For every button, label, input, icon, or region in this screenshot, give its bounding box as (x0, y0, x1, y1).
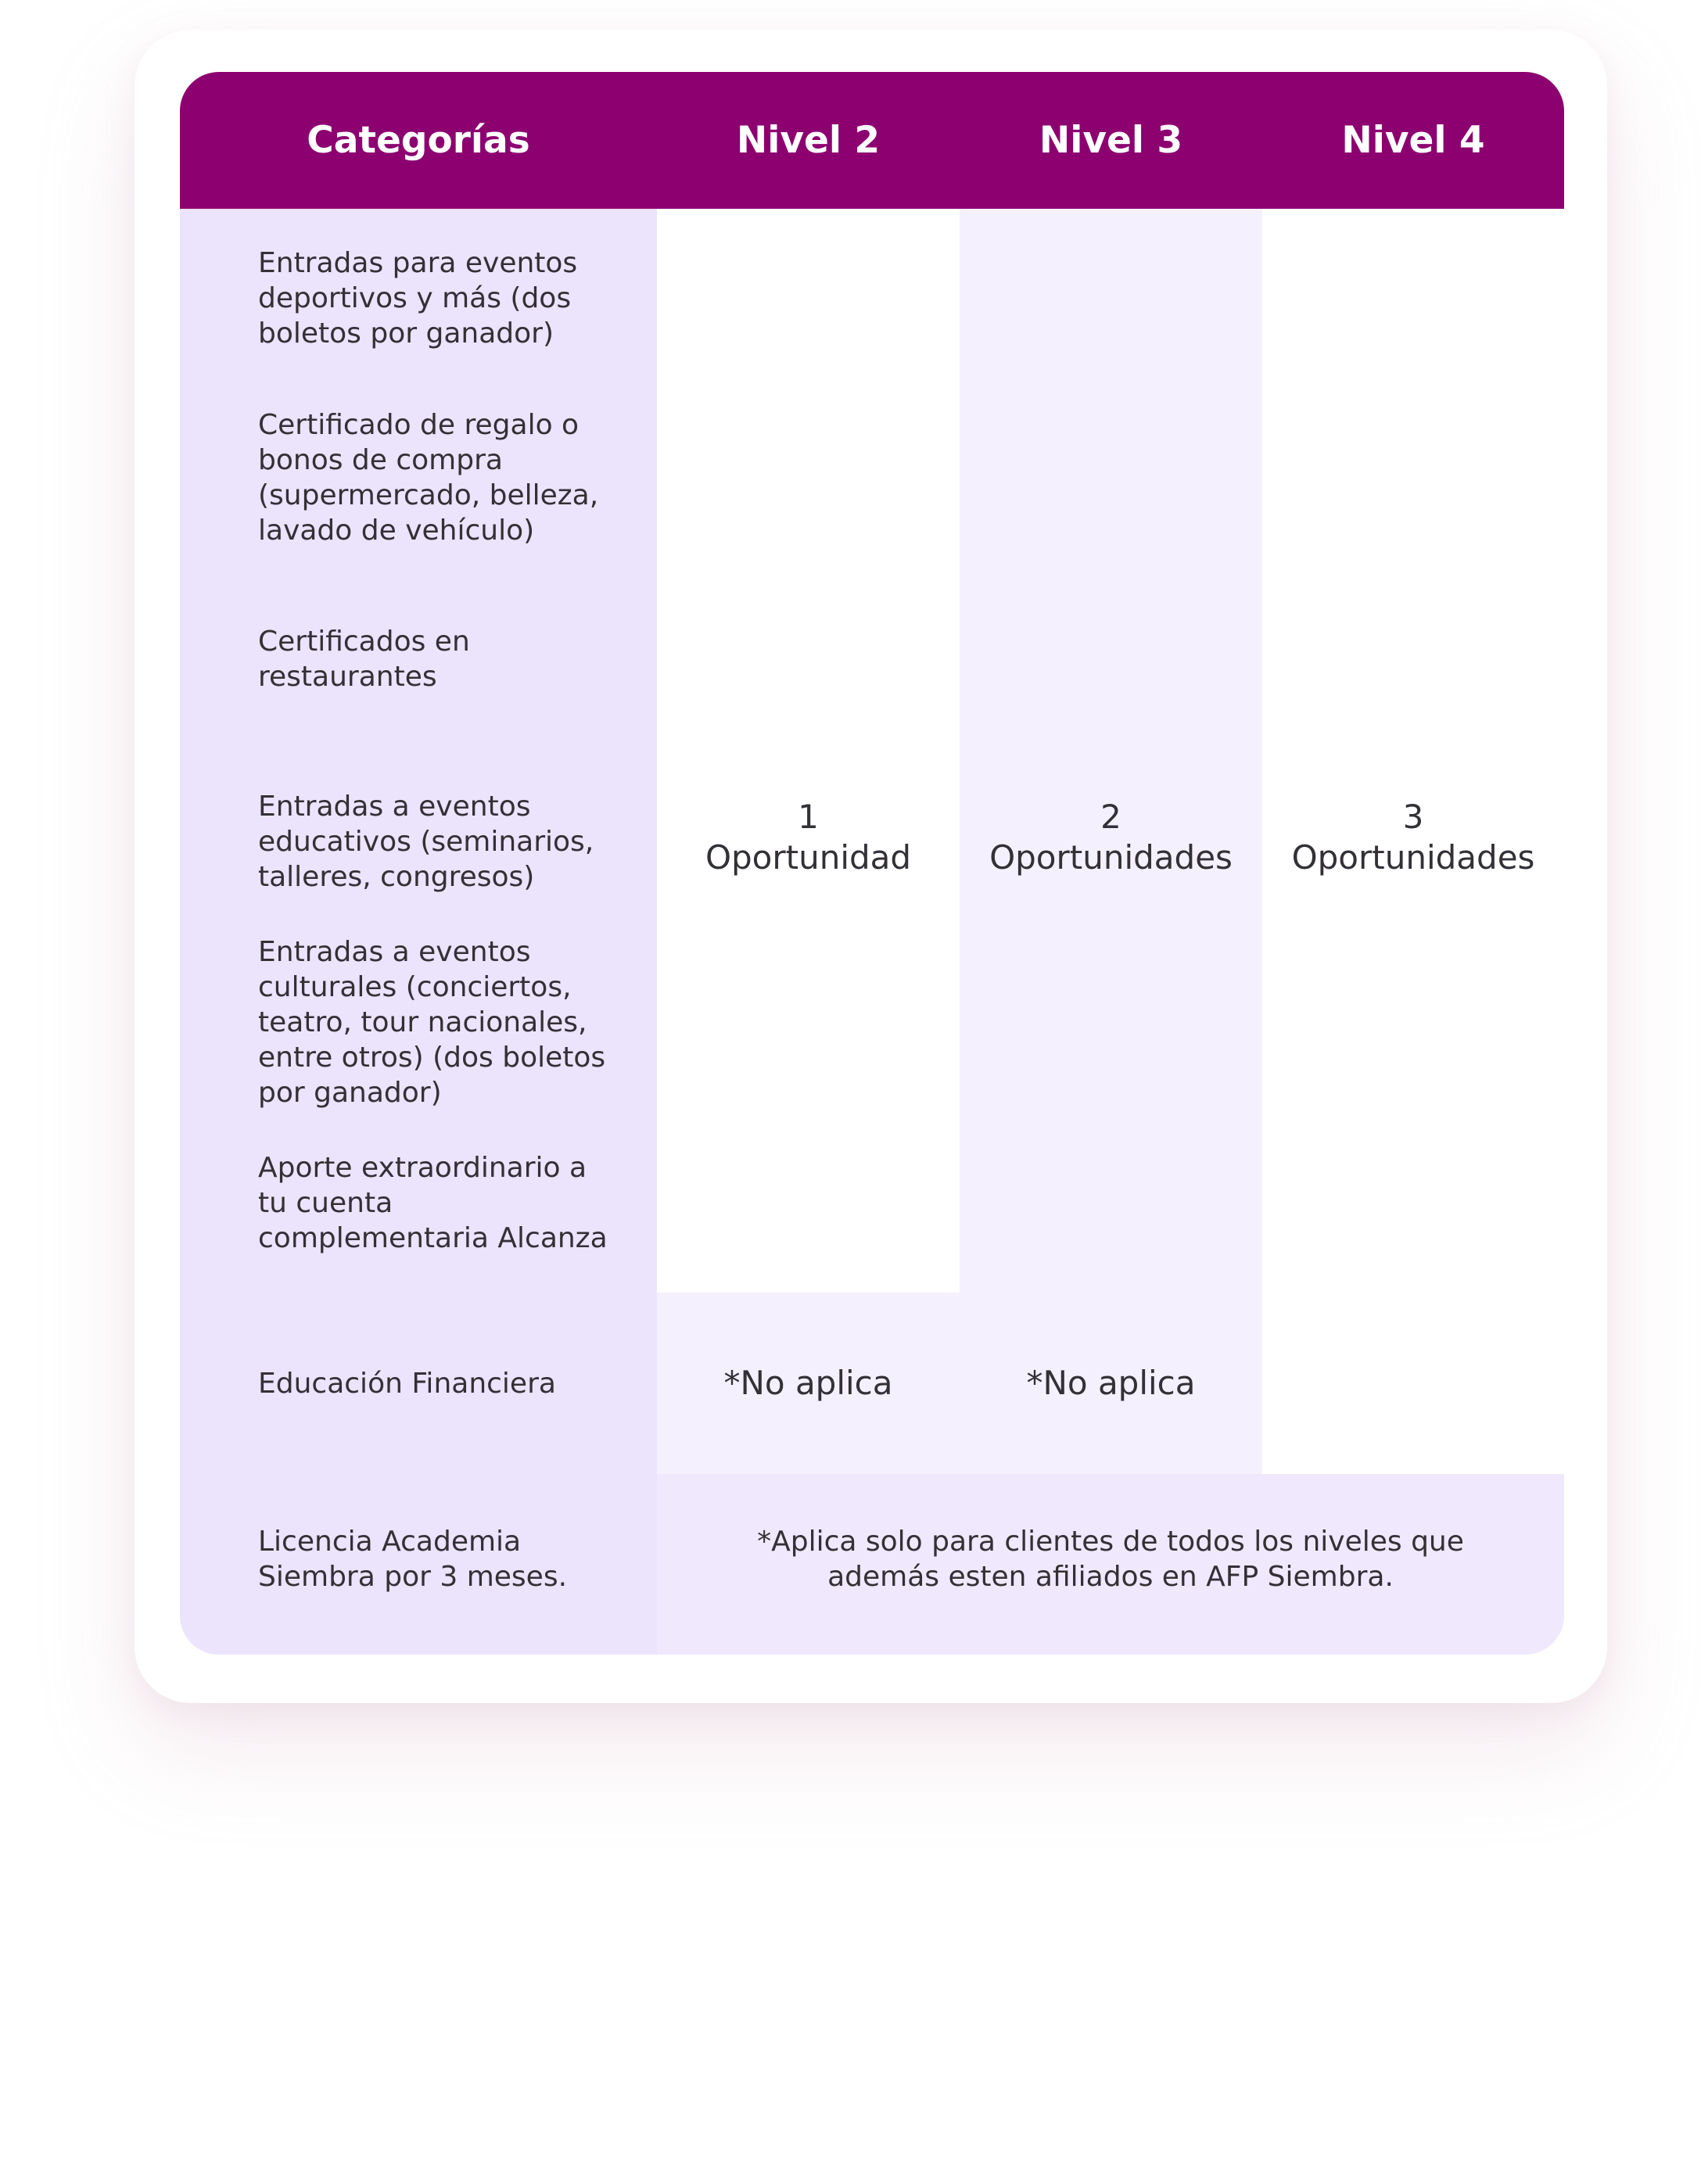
nivel-2-value (657, 797, 960, 878)
category-educativos: Entradas a eventos educativos (seminarios, talleres, congresos) (258, 791, 594, 893)
nivel-3-column (960, 209, 1262, 1293)
header-nivel-3: Nivel 3 (1039, 119, 1183, 162)
category-restaurantes: Certificados en restaurantes (258, 626, 470, 693)
header-categories: Categorías (307, 119, 530, 162)
nivel-4-count: 3 (1402, 798, 1424, 836)
educacion-nivel-3-value: *No aplica (1026, 1364, 1196, 1402)
nivel-4-unit: Oportunidades (1291, 838, 1535, 877)
nivel-4-value (1262, 797, 1564, 878)
benefits-table (180, 72, 1564, 1655)
nivel-2-column (657, 209, 960, 1293)
nivel-3-unit: Oportunidades (989, 838, 1233, 877)
nivel-3-count: 2 (1100, 798, 1121, 836)
licencia-note: *Aplica solo para clientes de todos los niveles que además esten afiliados en AFP Siembra. (757, 1526, 1464, 1593)
category-culturales: Entradas a eventos culturales (conciertos, teatro, tour nacionales, entre otros) (dos boletos por ganador) (258, 936, 606, 1109)
nivel-2-unit: Oportunidad (705, 838, 912, 877)
nivel-3-value (960, 797, 1262, 878)
category-educacion-financiera: Educación Financiera (258, 1368, 556, 1400)
category-certificado-regalo: Certificado de regalo o bonos de compra (supermercado, belleza, lavado de vehículo) (258, 409, 599, 547)
category-deportivos: Entradas para eventos deportivos y más (dos boletos por ganador) (258, 247, 578, 350)
header-nivel-2: Nivel 2 (736, 119, 881, 162)
category-licencia-academia: Licencia Academia Siembra por 3 meses. (258, 1526, 568, 1593)
educacion-nivel-2-value: *No aplica (723, 1364, 893, 1402)
category-aporte-alcanza: Aporte extraordinario a tu cuenta complementaria Alcanza (258, 1152, 608, 1254)
header-nivel-4: Nivel 4 (1341, 119, 1485, 162)
table-header (180, 72, 1564, 209)
nivel-2-count: 1 (798, 798, 819, 836)
